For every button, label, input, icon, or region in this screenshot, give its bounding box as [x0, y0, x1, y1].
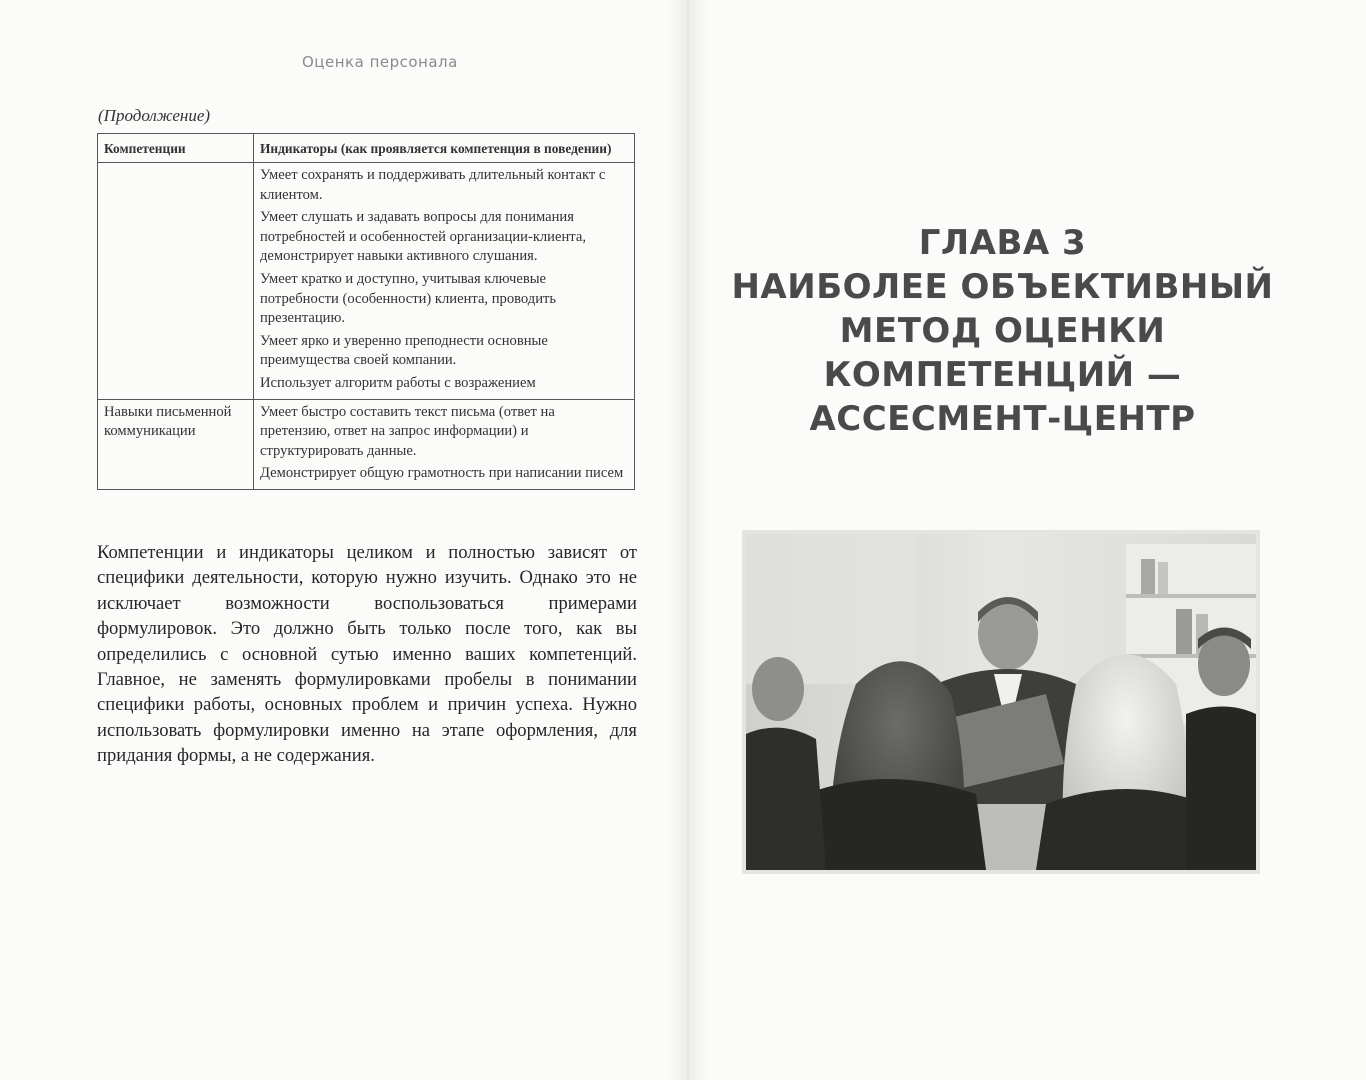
table-continued-label: (Продолжение): [98, 106, 211, 125]
chapter-title-line: АССЕСМЕНТ-ЦЕНТР: [809, 399, 1196, 439]
indicator-item: Демонстрирует общую грамотность при написании писем: [260, 465, 624, 482]
running-head: Оценка персонала: [302, 53, 458, 71]
chapter-title-line: ГЛАВА 3: [918, 223, 1087, 263]
table-row: [98, 163, 635, 400]
chapter-title-line: НАИБОЛЕЕ ОБЪЕКТИВНЫЙ: [731, 267, 1274, 307]
indicators-cell: [254, 163, 635, 400]
indicator-item: Умеет слушать и задавать вопросы для понимания потребностей и особенностей организации-клиента, демонстрирует навыки активного слушания.: [260, 209, 586, 265]
table-row: [98, 399, 635, 489]
body-paragraph: Компетенции и индикаторы целиком и полностью зависят от специфики деятельности, которую нужно изучить. Однако это не исключает возможности воспользоваться примерами формулировок. Это должно быть только после того, как вы определились с основной сутью именно ваших компетенций. Главное, не заменять формулировками пробелы в понимании специфики работы, основных проблем и причин успеха. Нужно использовать формулировки именно на этапе оформления, для придания формы, а не содержания.: [97, 542, 637, 767]
indicators-cell: [254, 399, 635, 489]
competence-table: [97, 133, 635, 490]
indicator-item: Умеет быстро составить текст письма (ответ на претензию, ответ на запрос информации) и структурировать данные.: [260, 403, 555, 459]
photo-illustration: [746, 534, 1256, 870]
indicator-item: Умеет ярко и уверенно преподнести основные преимущества своей компании.: [260, 332, 548, 369]
chapter-title: [720, 221, 1285, 441]
indicator-item: Использует алгоритм работы с возражением: [260, 374, 536, 391]
header-indicators: Индикаторы (как проявляется компетенция в поведении): [254, 134, 635, 163]
office-meeting-photo: [742, 530, 1260, 874]
chapter-title-line: МЕТОД ОЦЕНКИ: [839, 311, 1166, 351]
competence-cell: Навыки письменной коммуникации: [98, 399, 254, 489]
header-competence: Компетенции: [98, 134, 254, 163]
table-header-row: [98, 134, 635, 163]
indicator-item: Умеет сохранять и поддерживать длительный контакт с клиентом.: [260, 167, 606, 203]
competence-cell: [98, 163, 254, 400]
indicator-item: Умеет кратко и доступно, учитывая ключевые потребности (особенности) клиента, проводить презентацию.: [260, 270, 557, 327]
chapter-title-line: КОМПЕТЕНЦИЙ —: [823, 355, 1182, 395]
book-gutter: [668, 0, 708, 1080]
